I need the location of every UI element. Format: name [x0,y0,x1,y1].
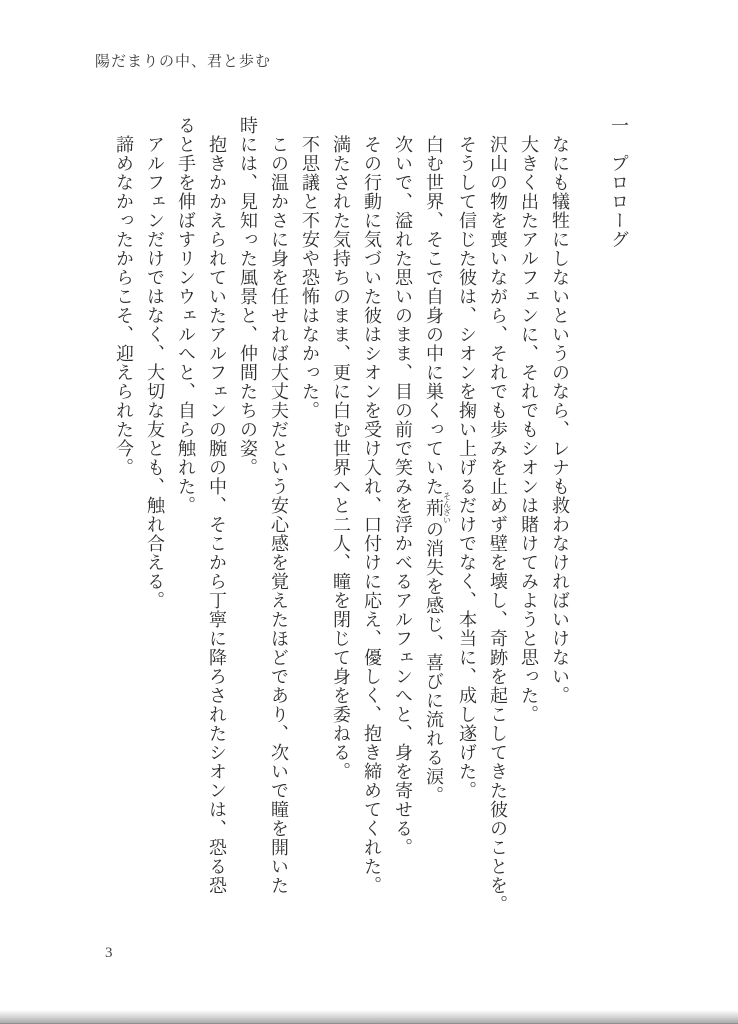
text-line: 不思議と不安や恐怖はなかった。 [300,135,320,420]
text-line: 沢山の物を喪いながら、それでも歩みを止めず壁を壊し、奇跡を起こしてきた彼のことを。 [488,135,508,914]
running-head-title: 陽だまりの中、君と歩む [95,54,272,70]
text-line: 時には、見知った風景と、仲間たちの姿。 [238,116,258,477]
body-text [108,116,575,928]
text-line: 抱きかかえられていたアルフェンの腕の中、そこから丁寧に降ろされたシオンは、恐る恐 [207,135,227,895]
text-line: 大きく出たアルフェンに、それでもシオンは賭けてみようと思った。 [519,135,539,724]
text-line: アルフェンだけではなく、大切な友とも、触れ合える。 [145,135,165,610]
text-line: ると手を伸ばすリンウェルへと、自ら触れた。 [176,116,196,515]
text-line: この温かさに身を任せれば大丈夫だという安心感を覚えたほどであり、次いで瞳を開いた [269,135,289,895]
chapter-heading: 一 プロローグ [609,116,629,249]
text-line: その行動に気づいた彼はシオンを受け入れ、口付けに応え、優しく、抱き締めてくれた。 [362,135,382,895]
text-line: 次いで、溢れた思いのまま、目の前で笑みを浮かべるアルフェンへと、身を寄せる。 [393,135,413,857]
text-line: そうして信じた彼は、シオンを掬い上げるだけでなく、本当に、成し遂げた。 [457,135,477,800]
text-block [108,116,634,928]
ruby-annotated-word: 荊そんざい [424,492,452,524]
text-line: 諦めなかったからこそ、迎えられた今。 [114,135,134,477]
text-line: 白む世界、そこで自身の中に巣くっていた荊そんざいの消失を感じ、喜びに流れる涙。 [424,135,452,805]
page-bottom-edge [0,1010,738,1024]
text-line: 満たされた気持ちのまま、更に白む世界へと二人、瞳を閉じて身を委ねる。 [331,135,351,781]
page-number: 3 [105,945,113,961]
text-line: なにも犠牲にしないというのなら、レナも救わなければいけない。 [550,135,570,705]
